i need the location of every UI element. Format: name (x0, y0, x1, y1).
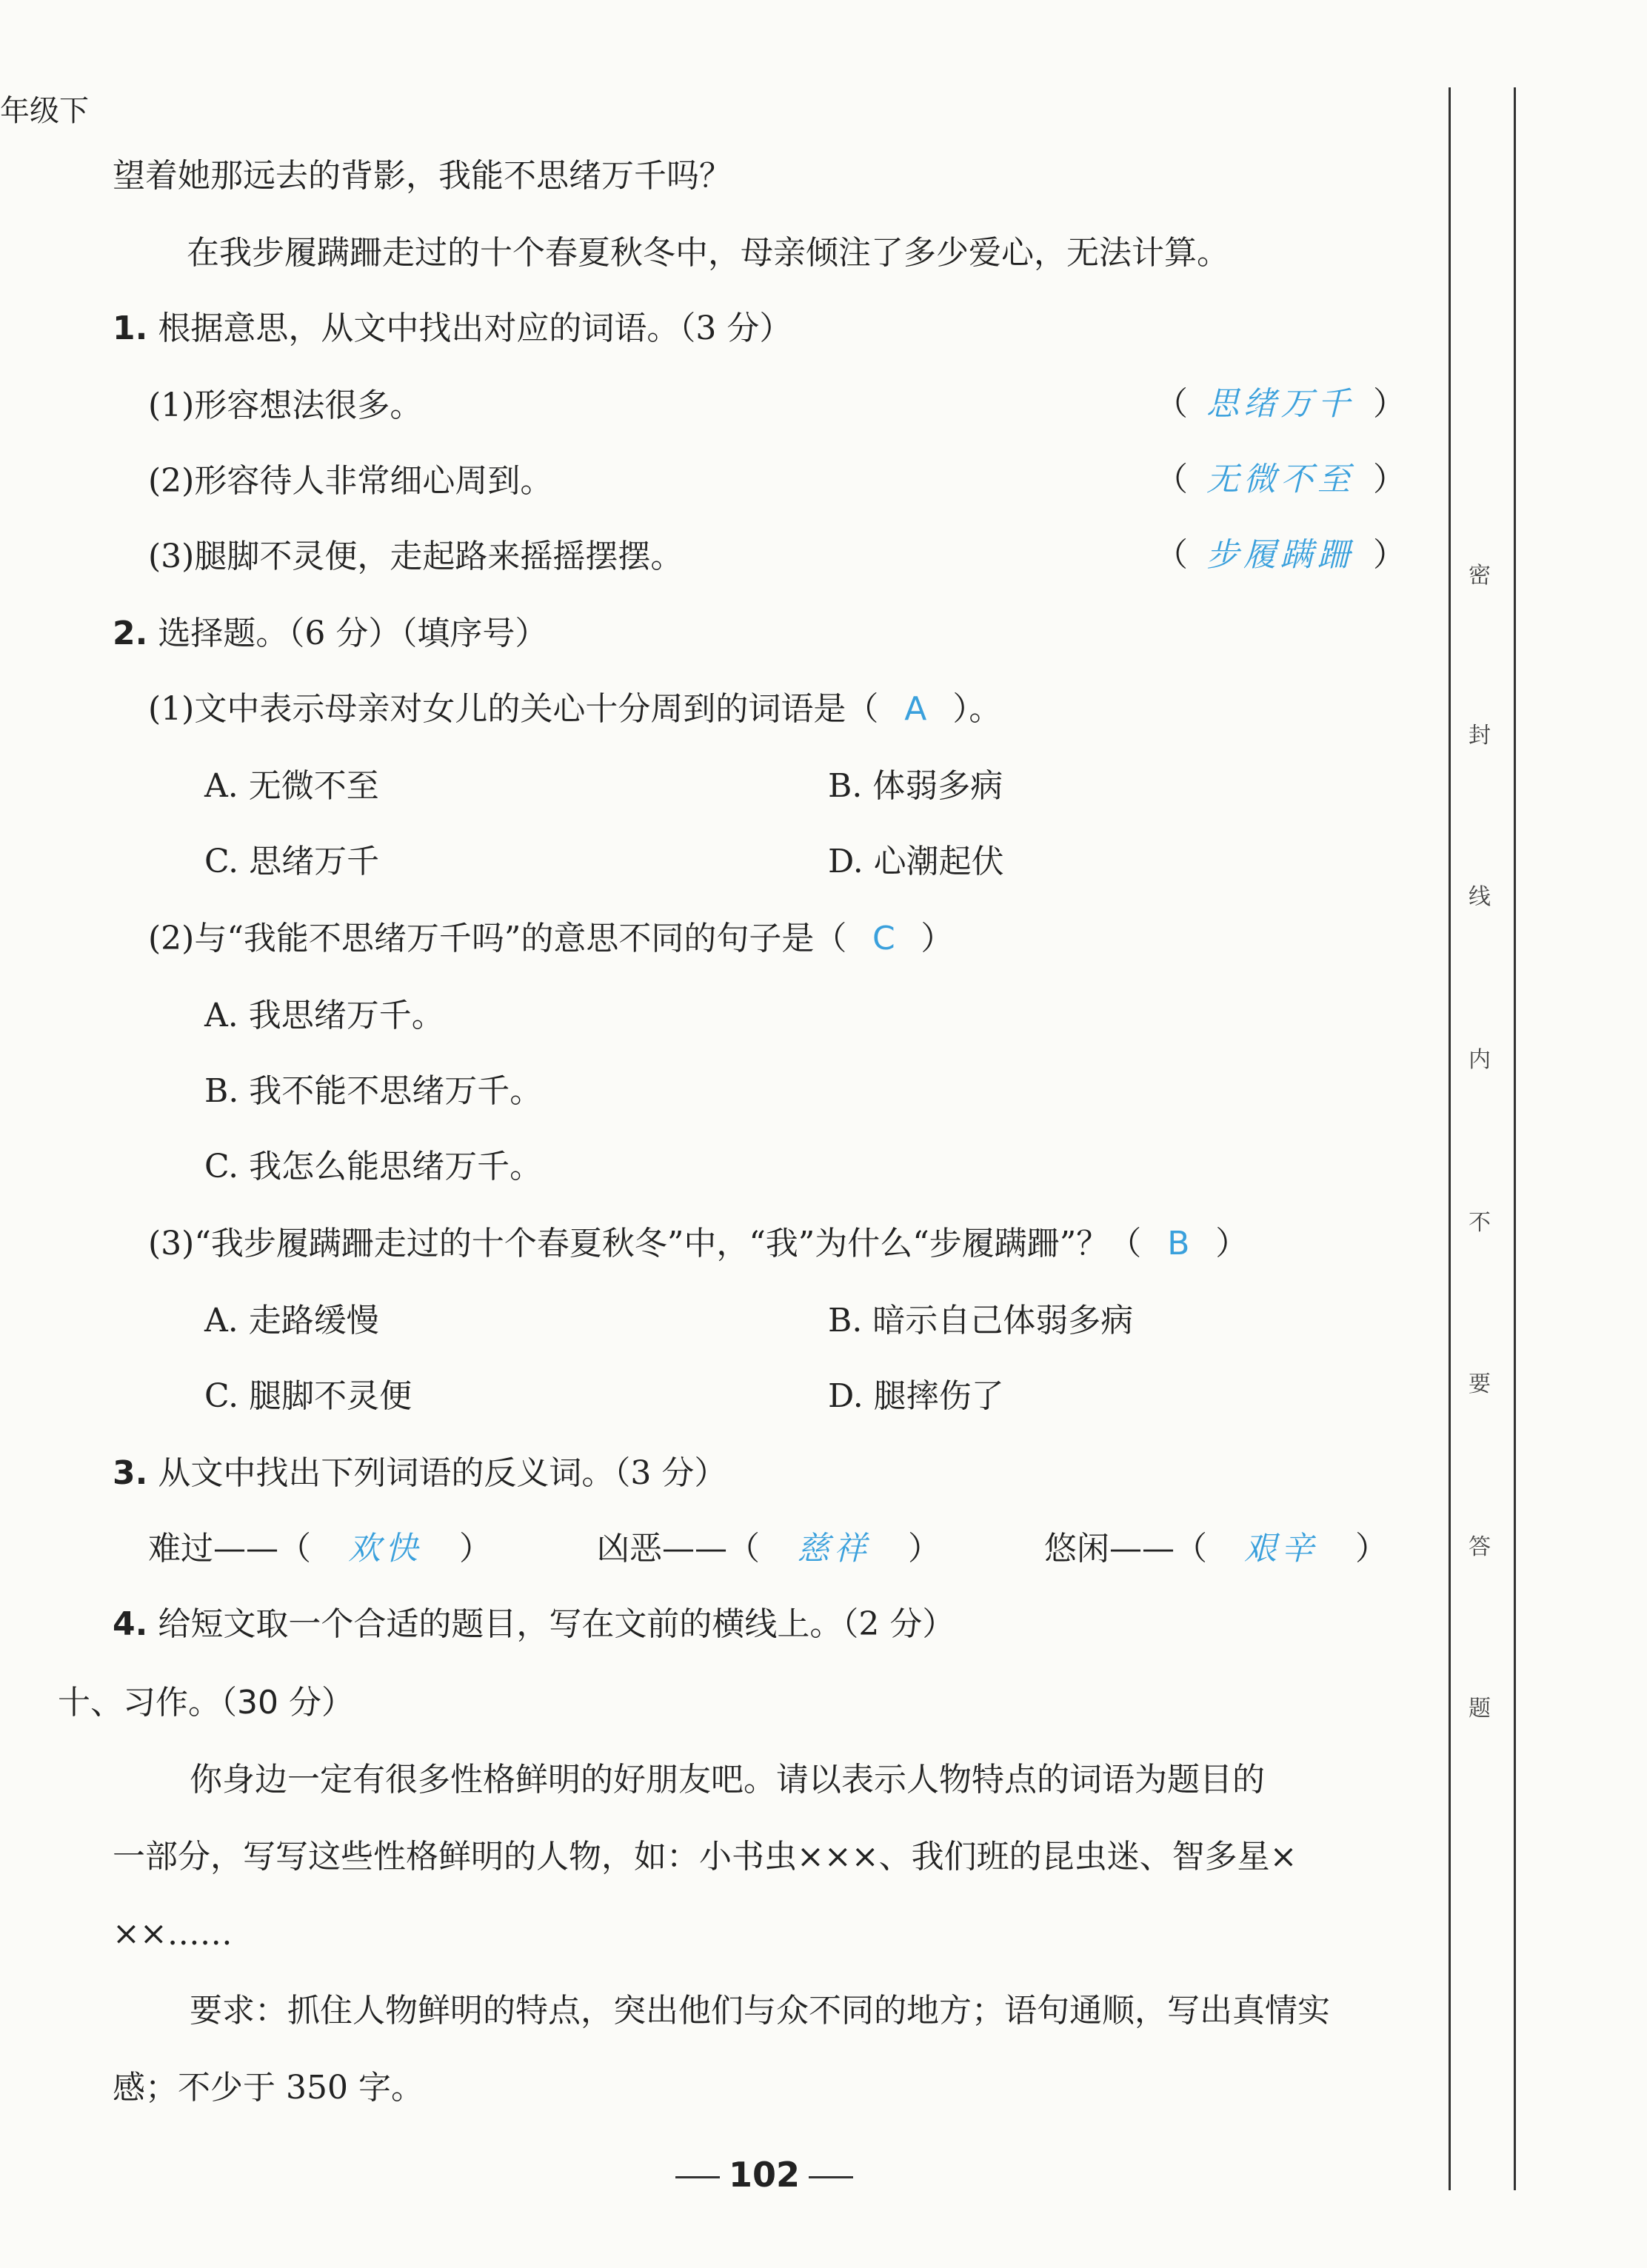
page-number (667, 2155, 862, 2195)
section-10-para-5: 感；不少于 350 字。 (113, 2069, 424, 2107)
passage-line-1: 望着她那远去的背影，我能不思绪万千吗？ (113, 157, 732, 195)
q2-sub2-stem: (2)与“我能不思绪万千吗”的意思不同的句子是（ (148, 920, 847, 957)
q3-pair-1-end: ） (459, 1530, 492, 1568)
q3-pair-2-answer: 慈祥 (797, 1530, 871, 1568)
section-10-para-2: 一部分，写写这些性格鲜明的人物，如：小书虫×××、我们班的昆虫迷、智多星× (113, 1838, 1297, 1876)
q2-sub1-stem: (1)文中表示母亲对女儿的关心十分周到的词语是（ (148, 690, 879, 728)
q4-stem (113, 1602, 955, 1647)
q2-sub3-option-d: D. 腿摔伤了 (828, 1377, 1004, 1415)
section-10-para-3: ××…… (113, 1915, 233, 1953)
q2-sub3-end: ） (1215, 1225, 1249, 1262)
q3-pair-2-word: 凶恶——（ (597, 1530, 760, 1568)
q2-sub2-option-b: B. 我不能不思绪万千。 (204, 1072, 543, 1110)
q2-sub3-option-b: B. 暗示自己体弱多病 (828, 1302, 1134, 1339)
binding-char-8: 题 (1469, 1696, 1491, 1722)
q3-stem (113, 1451, 726, 1496)
q2-sub1-option-c: C. 思绪万千 (204, 843, 380, 880)
binding-char-1: 密 (1469, 563, 1491, 589)
q3-pair-3-answer: 艰辛 (1244, 1530, 1318, 1568)
q3-pair-1 (148, 1527, 492, 1571)
binding-char-5: 不 (1469, 1210, 1491, 1236)
q3-stem-text: 从文中找出下列词语的反义词。（3 分） (158, 1454, 727, 1492)
q3-pair-3-word: 悠闲——（ (1044, 1530, 1207, 1568)
q3-pair-3 (1044, 1527, 1388, 1571)
passage-line-2: 在我步履蹒跚走过的十个春夏秋冬中，母亲倾注了多少爱心，无法计算。 (187, 234, 1229, 272)
grade-header: 年级下 (0, 94, 89, 128)
q3-pair-1-word: 难过——（ (148, 1530, 311, 1568)
q3-pair-3-end: ） (1355, 1530, 1388, 1568)
q2-stem-text: 选择题。（6 分）（填序号） (158, 615, 548, 652)
q1-answer-3: （ 步履蹒跚 ） (1155, 536, 1406, 574)
q2-number: 2. (113, 615, 148, 652)
q2-sub3-stem: (3)“我步履蹒跚走过的十个春夏秋冬”中，“我”为什么“步履蹒跚”？（ (148, 1225, 1142, 1262)
binding-line-outer (1514, 87, 1516, 2190)
q1-number: 1. (113, 310, 148, 347)
q2-sub3-answer: B (1167, 1225, 1190, 1262)
q2-sub2-end: ） (921, 920, 954, 957)
q3-number: 3. (113, 1454, 148, 1492)
q2-sub2 (148, 917, 953, 961)
q4-number: 4. (113, 1605, 148, 1643)
binding-line-inner (1449, 87, 1451, 2190)
q4-stem-text: 给短文取一个合适的题目，写在文前的横线上。（2 分） (158, 1605, 955, 1643)
q1-item-2: (2)形容待人非常细心周到。 (148, 462, 553, 500)
q1-stem (113, 307, 792, 351)
q2-stem (113, 612, 547, 656)
binding-char-6: 要 (1469, 1371, 1491, 1397)
q1-answer-2: （ 无微不至 ） (1155, 461, 1406, 498)
q2-sub3-option-a: A. 走路缓慢 (204, 1302, 379, 1339)
q2-sub2-answer: C (872, 920, 895, 957)
binding-char-2: 封 (1469, 723, 1491, 749)
binding-char-7: 答 (1469, 1534, 1491, 1560)
q2-sub1-end: ）。 (952, 690, 1002, 728)
q1-answer-1: （ 思绪万千 ） (1155, 385, 1406, 423)
q3-pair-2 (597, 1527, 941, 1571)
section-10-para-4: 要求：抓住人物鲜明的特点，突出他们与众不同的地方；语句通顺，写出真情实 (190, 1992, 1330, 2030)
q1-item-1: (1)形容想法很多。 (148, 387, 423, 424)
q2-sub1-answer: A (904, 690, 927, 728)
q3-pair-2-end: ） (908, 1530, 941, 1568)
q1-stem-text: 根据意思，从文中找出对应的词语。（3 分） (158, 310, 792, 347)
q2-sub1-option-b: B. 体弱多病 (828, 767, 1003, 805)
q2-sub1 (148, 687, 1001, 732)
q2-sub2-option-c: C. 我怎么能思绪万千。 (204, 1148, 543, 1185)
page-number-dash-right (809, 2176, 853, 2178)
q1-item-3: (3)腿脚不灵便，走起路来摇摇摆摆。 (148, 538, 684, 575)
page-number-dash-left (675, 2176, 720, 2178)
page-number-text: 102 (729, 2155, 801, 2195)
q2-sub3-option-c: C. 腿脚不灵便 (204, 1377, 412, 1415)
binding-char-4: 内 (1469, 1047, 1491, 1073)
section-10-para-1: 你身边一定有很多性格鲜明的好朋友吧。请以表示人物特点的词语为题目的 (190, 1761, 1265, 1799)
section-10-title: 十、习作。（30 分） (58, 1684, 354, 1722)
q2-sub3 (148, 1222, 1248, 1266)
q3-pair-1-answer: 欢快 (348, 1530, 422, 1568)
binding-char-3: 线 (1469, 884, 1491, 910)
q2-sub2-option-a: A. 我思绪万千。 (204, 997, 444, 1034)
q2-sub1-option-d: D. 心潮起伏 (828, 843, 1004, 880)
q2-sub1-option-a: A. 无微不至 (204, 767, 379, 805)
